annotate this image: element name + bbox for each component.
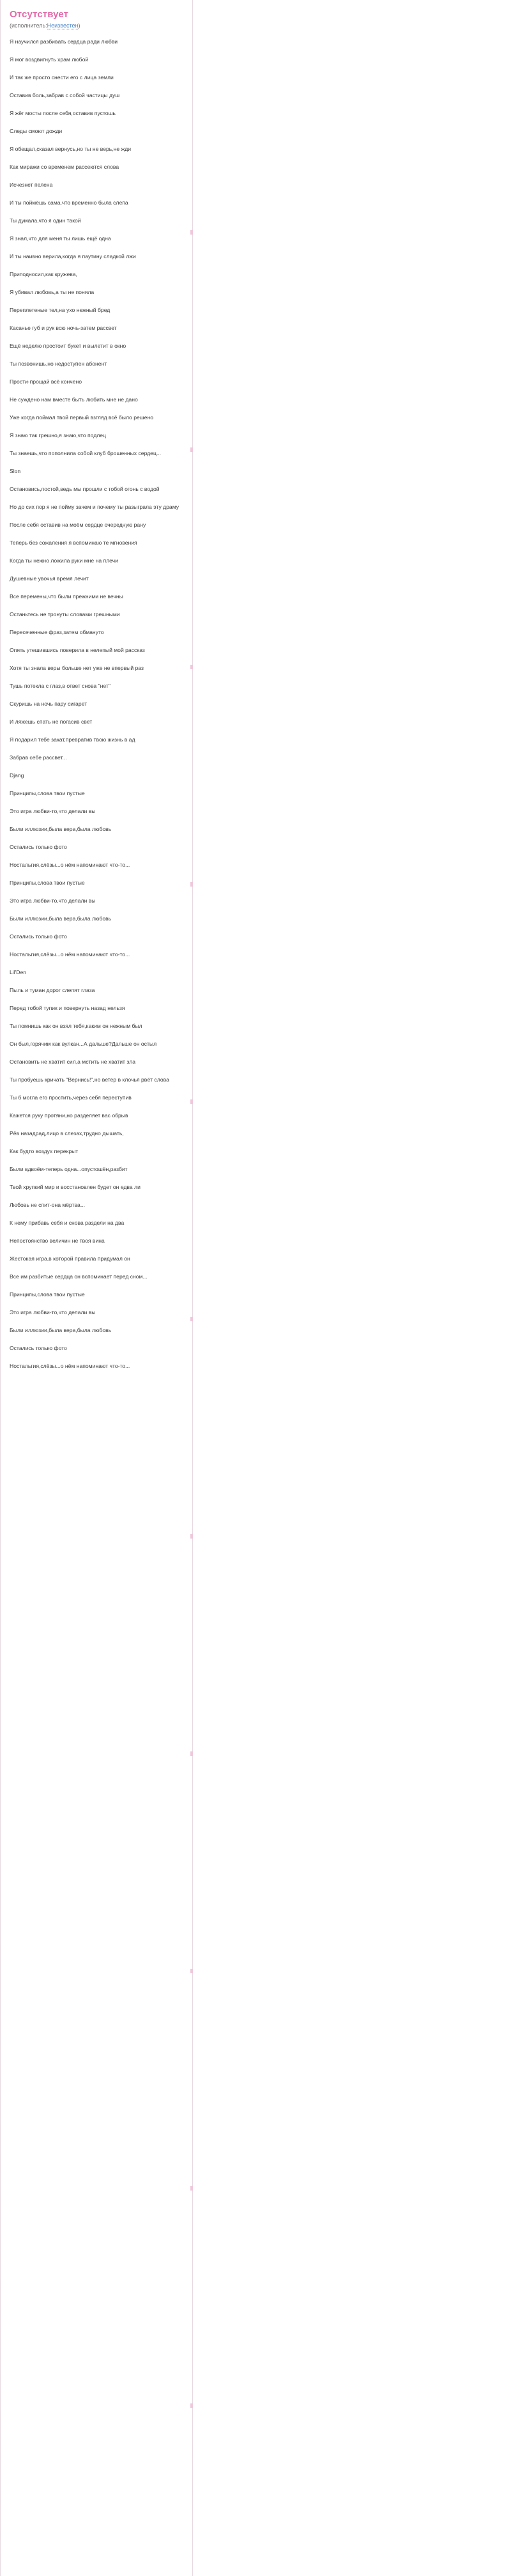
lyric-line: Я знаю так грешно,я знаю,что подлец — [10, 431, 106, 438]
lyric-line: Забрав себе рассвет... — [10, 754, 67, 761]
lyric-line: Все перемены,что были прежними не вечны — [10, 593, 123, 600]
lyric-line: Но до сих пор я не пойму зачем и почему ты разыграла эту драму — [10, 503, 179, 510]
lyric-line: И ты поймёшь сама,что временно была слепа — [10, 199, 128, 206]
lyric-line: Я мог воздвигнуть храм любой — [10, 56, 89, 63]
edge-mark — [190, 447, 193, 452]
lyric-line: Рёв назадрад,лицо в слезах,трудно дышать, — [10, 1129, 124, 1137]
lyric-line: Остановить не хватит сил,а мстить не хватит зла — [10, 1058, 135, 1065]
lyric-line: Были иллюзии,была вера,была любовь — [10, 825, 112, 832]
lyric-line: Кажется руку протяни,но разделяет вас обрыв — [10, 1112, 128, 1119]
lyric-line: Опять утешившись поверила в нелепый мой рассказ — [10, 646, 145, 653]
lyric-line: Я убивал любовь,а ты не поняла — [10, 288, 95, 295]
performer-link[interactable]: Неизвестен — [47, 22, 79, 29]
lyric-line: Я научился разбивать сердца ради любви — [10, 38, 118, 45]
page-title: Отсутствует — [10, 9, 69, 20]
lyric-line: Душевные увочья время лечит — [10, 575, 89, 582]
lyric-line: Скуришь на ночь пару сигарет — [10, 700, 88, 707]
lyric-line: Исчезнет пелена — [10, 181, 53, 188]
edge-mark — [190, 1751, 193, 1756]
lyric-line: Непостоянство величин не твоя вина — [10, 1237, 105, 1244]
lyric-line: Это игра любви-то,что делали вы — [10, 897, 96, 904]
lyric-line: Когда ты нежно ложила руки мне на плечи — [10, 557, 118, 564]
lyric-line: Остались только фото — [10, 843, 67, 850]
lyric-line: Любовь не спит-она мёртва... — [10, 1201, 85, 1208]
lyric-line: Не суждено нам вместе быть любить мне не дано — [10, 396, 138, 403]
edge-mark — [190, 1317, 193, 1321]
lyric-line: Это игра любви-то,что делали вы — [10, 1308, 96, 1315]
edge-mark — [190, 2403, 193, 2408]
lyric-line: Ностальгия,слёзы...о нём напоминают что-то... — [10, 861, 130, 868]
edge-mark — [190, 1534, 193, 1539]
lyric-line: Принципы,слова твои пустые — [10, 789, 85, 796]
lyric-line: Ты б могла его простить,через себя переступив — [10, 1094, 132, 1101]
lyric-line: Уже когда поймал твой первый взгляд всё было решено — [10, 414, 153, 421]
lyric-line: К нему прибавь себя и снова раздели на два — [10, 1219, 125, 1226]
lyric-line: Ты помнишь как он взял тебя,каким он нежным был — [10, 1022, 142, 1029]
edge-marks — [192, 0, 193, 2576]
edge-mark — [190, 665, 193, 669]
performer-prefix: (исполнитель: — [10, 22, 47, 29]
lyric-line: Я жёг мосты после себя,оставив пустошь — [10, 109, 116, 116]
lyric-line: Ностальгия,слёзы...о нём напоминают что-то... — [10, 1362, 130, 1369]
lyrics-panel — [0, 0, 193, 2576]
lyric-line: Жестокая игра,в которой правила придумал он — [10, 1255, 130, 1262]
lyric-line: Пересеченные фраз,затем обмануто — [10, 628, 104, 635]
lyric-line: Были вдвоём-теперь одна...опустошён,разбит — [10, 1165, 128, 1172]
lyric-line: Принципы,слова твои пустые — [10, 1291, 85, 1298]
lyric-line: Lil'Den — [10, 968, 27, 975]
lyric-line: Хотя ты знала веры больше нет уже не впервый раз — [10, 664, 144, 671]
lyric-line: Я подарил тебе закат,превратив твою жизнь в ад — [10, 736, 135, 743]
lyric-line: Оставив боль,забрав с собой частицы душ — [10, 91, 120, 98]
lyric-line: Все им разбитые сердца он вспоминает перед сном... — [10, 1273, 148, 1280]
lyric-line: И ты наивно верила,когда я паутину сладкой лжи — [10, 252, 136, 260]
lyric-line: Остановись,постой,ведь мы прошли с тобой огонь с водой — [10, 485, 160, 492]
performer-line — [10, 22, 185, 29]
lyric-line: Я знал,что для меня ты лишь ещё одна — [10, 235, 111, 242]
edge-mark — [190, 1969, 193, 1973]
lyric-line: Как миражи со временем рассеются слова — [10, 163, 119, 170]
lyric-line: Тушь потекла с глаз,в ответ снова "нет" — [10, 682, 111, 689]
lyric-line: Останьтесь не тронуты словами грешными — [10, 610, 120, 617]
edge-mark — [190, 1099, 193, 1104]
lyric-line: Переплетеные тел,на ухо нежный бред — [10, 306, 111, 313]
lyric-line: И ляжешь спать не погасив свет — [10, 718, 93, 725]
lyric-line: Прости-прощай всё кончено — [10, 378, 82, 385]
lyric-line: Теперь без сожаления я вспоминаю те мгновения — [10, 539, 137, 546]
lyric-line: Slon — [10, 467, 21, 474]
edge-mark — [190, 2186, 193, 2191]
lyric-line: Были иллюзии,была вера,была любовь — [10, 1326, 112, 1333]
lyric-line: Ты позвонишь,но недоступен абонент — [10, 360, 107, 367]
edge-mark — [190, 882, 193, 887]
lyric-line: Приподносил,как кружева, — [10, 270, 77, 277]
lyric-line: Как будто воздух перекрыт — [10, 1147, 79, 1154]
lyric-line: Ностальгия,слёзы...о нём напоминают что-то... — [10, 950, 130, 958]
lyric-line: Пыль и туман дорог слепят глаза — [10, 986, 95, 993]
lyric-line: Были иллюзии,была вера,была любовь — [10, 915, 112, 922]
edge-mark — [190, 230, 193, 235]
lyric-line: Остались только фото — [10, 1344, 67, 1351]
lyric-line: Следы смоют дожди — [10, 127, 63, 134]
lyric-line: Он был,горячим как вулкан...А дальше?Дальше он остыл — [10, 1040, 157, 1047]
lyric-line: Я обещал,сказал вернусь,но ты не верь,не жди — [10, 145, 132, 152]
lyric-line: И так же просто снести его с лица земли — [10, 74, 114, 81]
lyric-line: Перед тобой тупик и повернуть назад нельзя — [10, 1004, 125, 1011]
lyric-line: Ещё неделю простоит букет и вылетит в окно — [10, 342, 126, 349]
lyric-line: Ты знаешь,что пополнила собой клуб брошенных сердец... — [10, 449, 162, 456]
performer-suffix: ) — [78, 22, 80, 29]
lyric-line: Djang — [10, 772, 24, 779]
lyric-line: Ты пробуешь кричать "Вернись!",но ветер в клочья рвёт слова — [10, 1076, 169, 1083]
lyric-line: После себя оставив на моём сердце очередную рану — [10, 521, 146, 528]
lyric-line: Касанье губ и рук всю ночь-затем рассвет — [10, 324, 117, 331]
lyrics-body — [10, 38, 185, 1381]
lyric-line: Твой хрупкий мир и восстановлен будет он едва ли — [10, 1183, 141, 1190]
lyric-line: Ты думала,что я один такой — [10, 217, 81, 224]
lyric-line: Принципы,слова твои пустые — [10, 879, 85, 886]
lyric-line: Остались только фото — [10, 933, 67, 940]
lyric-line: Это игра любви-то,что делали вы — [10, 807, 96, 814]
